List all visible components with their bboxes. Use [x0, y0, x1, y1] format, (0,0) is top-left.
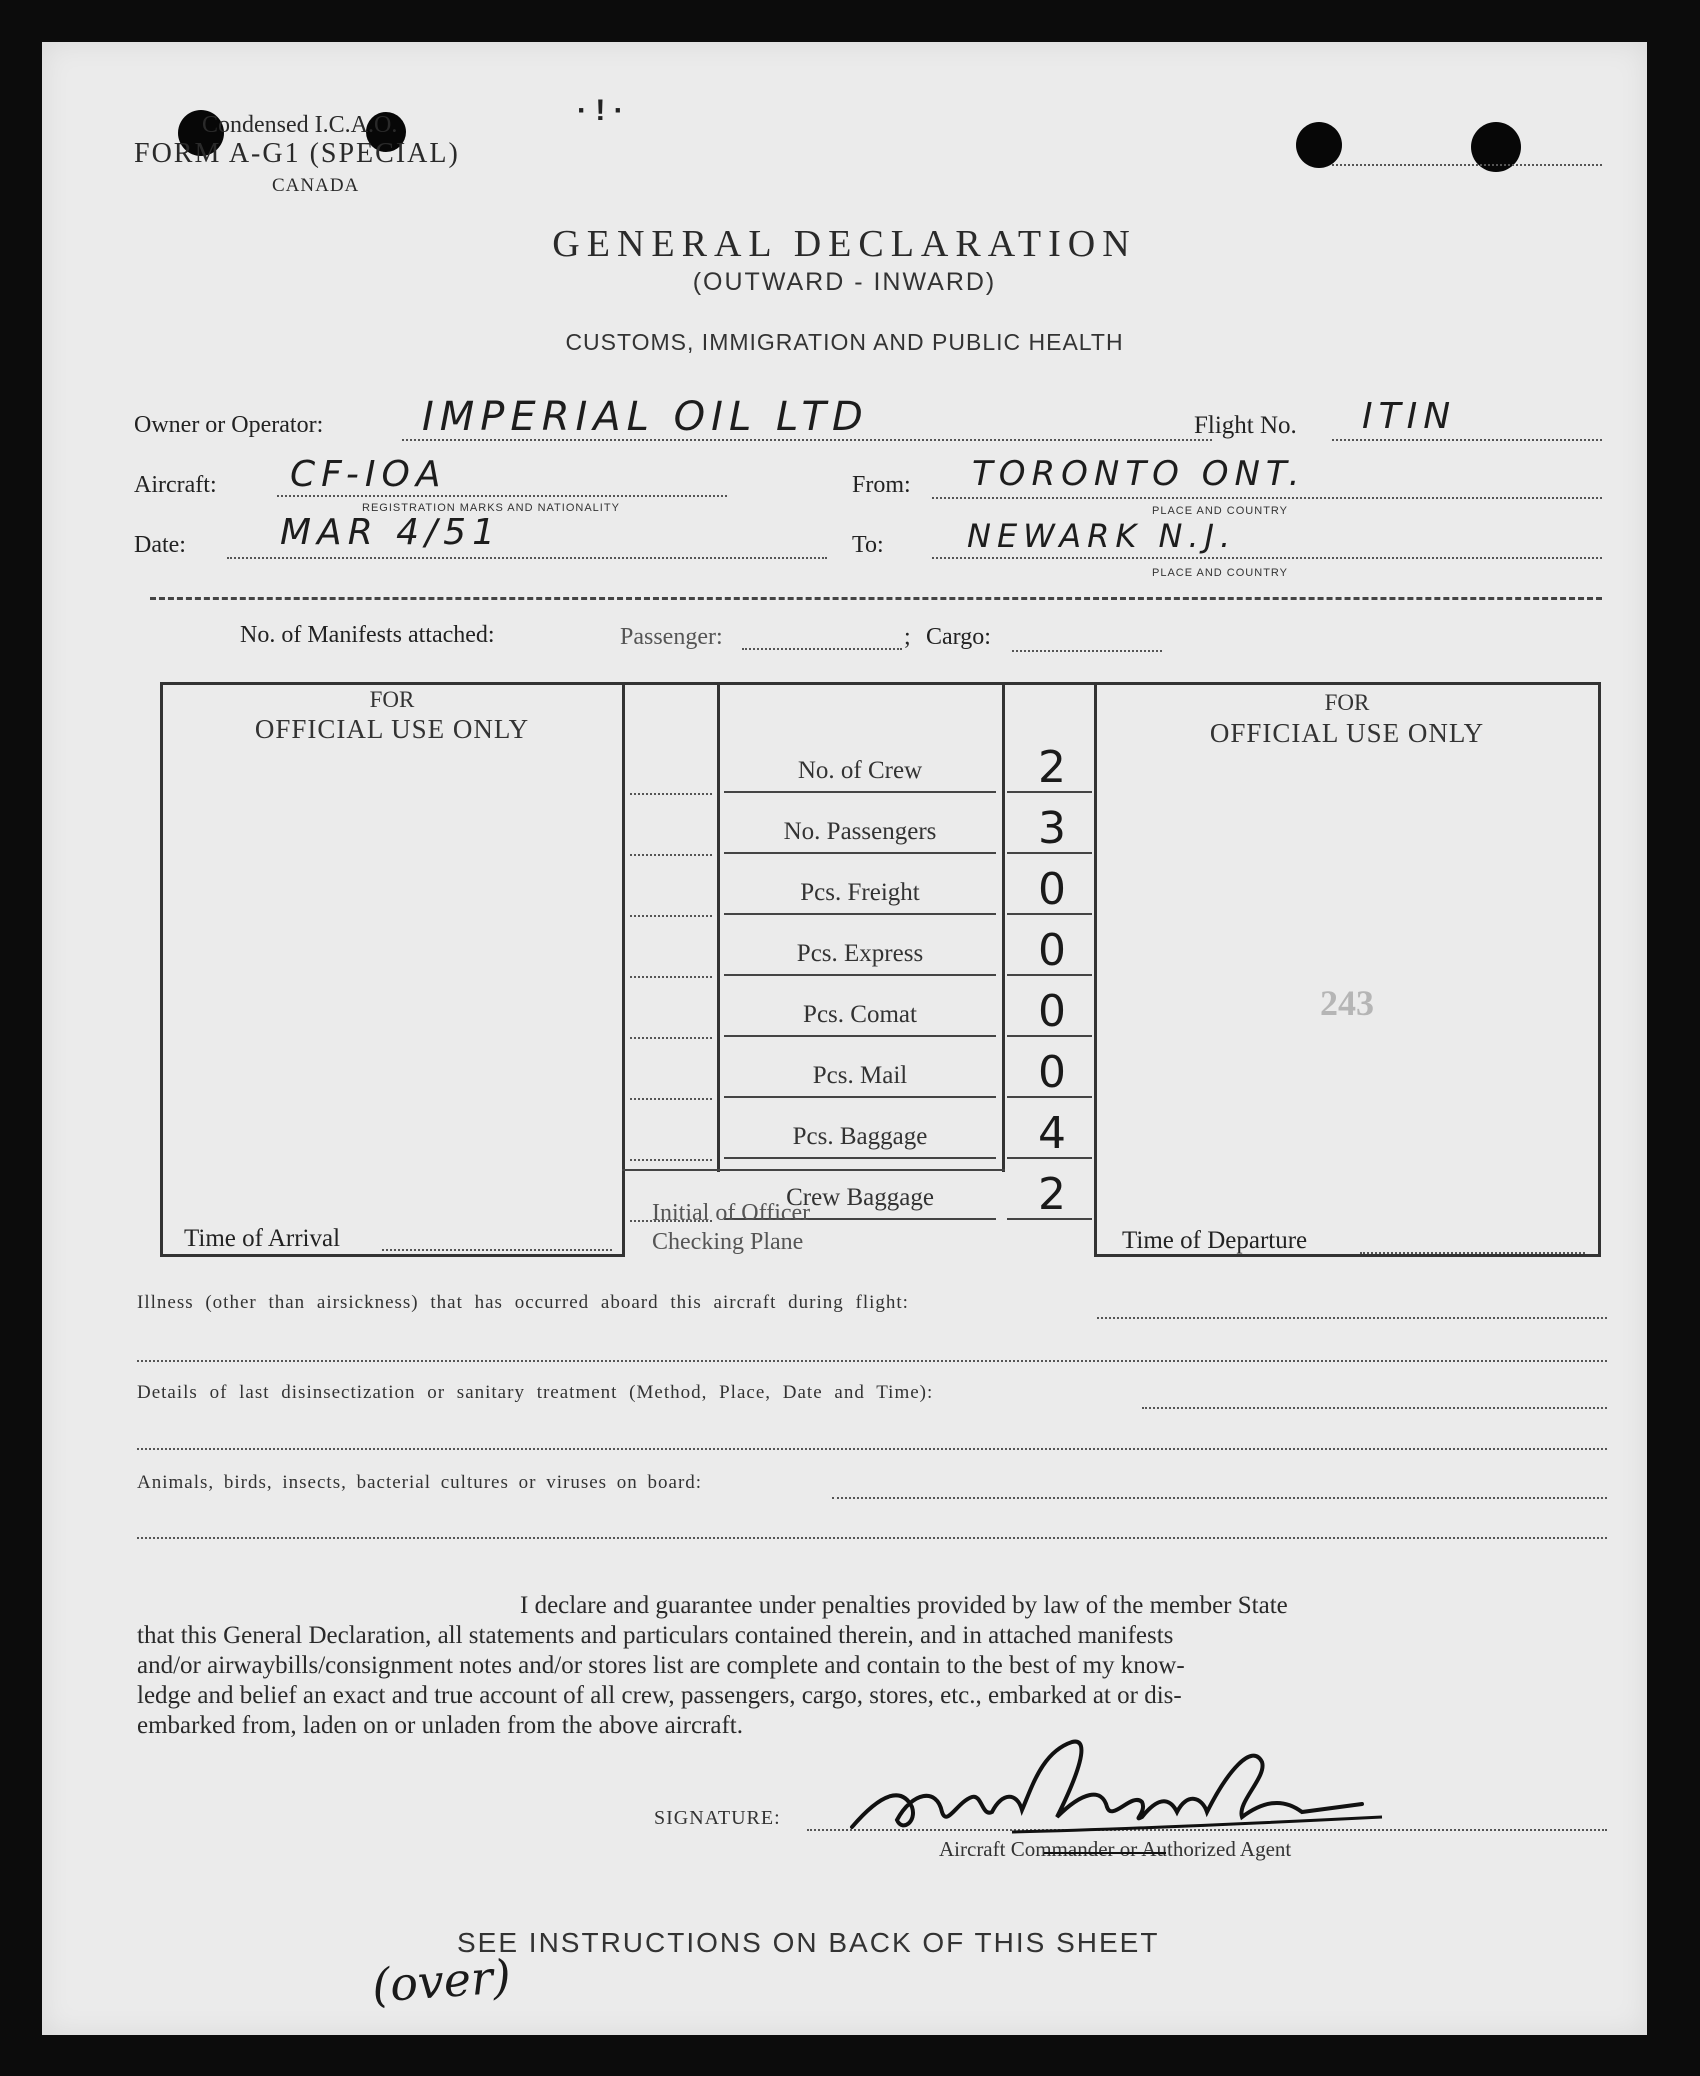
- initial-row-rule: [630, 1159, 712, 1161]
- aircraft-label: Aircraft:: [134, 472, 217, 498]
- from-caption: PLACE AND COUNTRY: [1152, 505, 1288, 517]
- left-official-only: OFFICIAL USE ONLY: [254, 714, 530, 744]
- count-label: No. Passengers: [783, 818, 937, 845]
- animals-field[interactable]: [832, 1497, 1607, 1499]
- count-value[interactable]: 2: [1038, 742, 1066, 793]
- date-label: Date:: [134, 532, 186, 558]
- manifests-cargo-field[interactable]: [1012, 650, 1162, 652]
- count-label: No. of Crew: [797, 757, 923, 784]
- initial-row-rule: [630, 793, 712, 795]
- time-of-arrival-field[interactable]: [382, 1249, 612, 1251]
- flight-label: Flight No.: [1194, 412, 1297, 439]
- from-value[interactable]: TORONTO ONT.: [972, 454, 1306, 494]
- officer-checking-label: Checking Plane: [652, 1229, 804, 1255]
- handwritten-signature: [842, 1732, 1402, 1852]
- count-value-rule: [1007, 1218, 1092, 1220]
- count-row-rule: [724, 1035, 996, 1037]
- initial-row-rule: [630, 854, 712, 856]
- date-rule: [227, 557, 827, 559]
- count-label: Pcs. Express: [796, 940, 924, 967]
- disinsect-field-2[interactable]: [137, 1448, 1607, 1450]
- declaration-line-1: I declare and guarantee under penalties provided by law of the member State: [520, 1592, 1288, 1619]
- count-value-rule: [1007, 1157, 1092, 1159]
- aircraft-value[interactable]: CF-IOA: [290, 454, 447, 495]
- table-counts-bottom: [622, 1169, 1005, 1171]
- initial-row-rule: [630, 1037, 712, 1039]
- owner-label: Owner or Operator:: [134, 412, 324, 438]
- illness-field-2[interactable]: [137, 1360, 1607, 1362]
- form-code-line2: FORM A-G1 (SPECIAL): [134, 138, 460, 169]
- stamp-number: 243: [1320, 983, 1374, 1023]
- disinsect-label: Details of last disinsectization or sanitary treatment (Method, Place, Date and Time):: [137, 1382, 934, 1403]
- flight-value[interactable]: ITIN: [1362, 396, 1457, 437]
- declaration-line-2: that this General Declaration, all statements and particulars contained therein, and in attached manifests: [137, 1622, 1174, 1649]
- illness-label: Illness (other than airsickness) that has occurred aboard this aircraft during flight:: [137, 1292, 909, 1313]
- form-code-country: CANADA: [272, 175, 360, 196]
- declaration-line-5: embarked from, laden on or unladen from the above aircraft.: [137, 1712, 743, 1739]
- aircraft-rule: [277, 495, 727, 497]
- table-top-rule: [160, 682, 1600, 685]
- count-value-rule: [1007, 1096, 1092, 1098]
- count-value-rule: [1007, 791, 1092, 793]
- punch-hole: [1296, 122, 1342, 168]
- count-value[interactable]: 3: [1038, 803, 1066, 854]
- manifests-separator: ;: [904, 624, 911, 650]
- manifests-passenger-label: Passenger:: [620, 624, 723, 650]
- form-sheet: [42, 42, 1647, 2035]
- owner-rule: [402, 439, 1212, 441]
- table-divider-val: [1002, 682, 1005, 1172]
- count-row-rule: [724, 791, 996, 793]
- count-row-rule: [724, 974, 996, 976]
- to-value[interactable]: NEWARK N.J.: [967, 517, 1237, 555]
- flight-rule: [1332, 439, 1602, 441]
- separator-rule: [150, 597, 1602, 600]
- form-code-line1: Condensed I.C.A.O.: [202, 112, 398, 138]
- count-label: Crew Baggage: [786, 1184, 934, 1211]
- count-value-rule: [1007, 913, 1092, 915]
- time-of-departure-label: Time of Departure: [1122, 1227, 1308, 1254]
- table-left-edge: [160, 682, 163, 1257]
- signature-label: SIGNATURE:: [654, 1807, 781, 1829]
- right-official-for: FOR: [1324, 690, 1370, 715]
- count-label: Pcs. Baggage: [792, 1123, 928, 1150]
- count-label: Pcs. Mail: [812, 1062, 908, 1089]
- aircraft-caption: REGISTRATION MARKS AND NATIONALITY: [362, 502, 620, 514]
- commander-strikethrough: [1044, 1852, 1166, 1854]
- table-divider-mid: [717, 682, 720, 1172]
- page-title: GENERAL DECLARATION: [552, 223, 1137, 265]
- count-value-rule: [1007, 974, 1092, 976]
- page-subtitle: (OUTWARD - INWARD): [692, 268, 997, 296]
- animals-field-2[interactable]: [137, 1537, 1607, 1539]
- to-label: To:: [852, 532, 884, 558]
- corner-rule: [1332, 164, 1602, 166]
- to-caption: PLACE AND COUNTRY: [1152, 567, 1288, 579]
- count-value-rule: [1007, 852, 1092, 854]
- count-label: Pcs. Comat: [803, 1001, 917, 1028]
- manifests-cargo-label: Cargo:: [926, 624, 991, 650]
- count-value[interactable]: 0: [1038, 986, 1066, 1037]
- count-row-rule: [724, 852, 996, 854]
- manifests-label: No. of Manifests attached:: [240, 622, 495, 648]
- to-rule: [932, 557, 1602, 559]
- handwritten-over: (over): [370, 1949, 513, 2013]
- owner-value[interactable]: IMPERIAL OIL LTD: [422, 394, 869, 440]
- count-value[interactable]: 4: [1038, 1108, 1066, 1159]
- officer-initial-label: Initial of Officer: [652, 1200, 811, 1226]
- count-value[interactable]: 0: [1038, 864, 1066, 915]
- animals-label: Animals, birds, insects, bacterial cultures or viruses on board:: [137, 1472, 703, 1493]
- count-label: Pcs. Freight: [800, 879, 920, 906]
- from-label: From:: [852, 472, 911, 498]
- count-value[interactable]: 2: [1038, 1169, 1066, 1220]
- signature-caption: Aircraft Commander or Authorized Agent: [939, 1837, 1292, 1861]
- initial-row-rule: [630, 1098, 712, 1100]
- count-row-rule: [724, 1157, 996, 1159]
- top-marks: · ! ·: [577, 94, 624, 127]
- count-value[interactable]: 0: [1038, 925, 1066, 976]
- declaration-line-3: and/or airwaybills/consignment notes and/or stores list are complete and contain to the best of my know-: [137, 1652, 1185, 1679]
- count-row-rule: [724, 1096, 996, 1098]
- left-official-for: FOR: [369, 687, 415, 712]
- initial-row-rule: [630, 915, 712, 917]
- table-bottom-rule-left: [160, 1254, 624, 1257]
- count-row-rule: [724, 913, 996, 915]
- disinsect-field[interactable]: [1142, 1407, 1607, 1409]
- page-subheading: CUSTOMS, IMMIGRATION AND PUBLIC HEALTH: [565, 329, 1124, 355]
- date-value[interactable]: MAR 4/51: [280, 512, 501, 553]
- declaration-line-4: ledge and belief an exact and true account of all crew, passengers, cargo, stores, etc., embarked at or dis-: [137, 1682, 1182, 1709]
- count-value[interactable]: 0: [1038, 1047, 1066, 1098]
- time-of-arrival-label: Time of Arrival: [184, 1225, 341, 1252]
- count-value-rule: [1007, 1035, 1092, 1037]
- right-official-only: OFFICIAL USE ONLY: [1209, 718, 1485, 748]
- from-rule: [932, 497, 1602, 499]
- manifests-passenger-field[interactable]: [742, 648, 902, 650]
- table-right-edge: [1598, 682, 1601, 1257]
- time-of-departure-field[interactable]: [1360, 1252, 1585, 1254]
- initial-row-rule: [630, 976, 712, 978]
- illness-field[interactable]: [1097, 1317, 1607, 1319]
- footer-instructions: SEE INSTRUCTIONS ON BACK OF THIS SHEET: [457, 1927, 1160, 1958]
